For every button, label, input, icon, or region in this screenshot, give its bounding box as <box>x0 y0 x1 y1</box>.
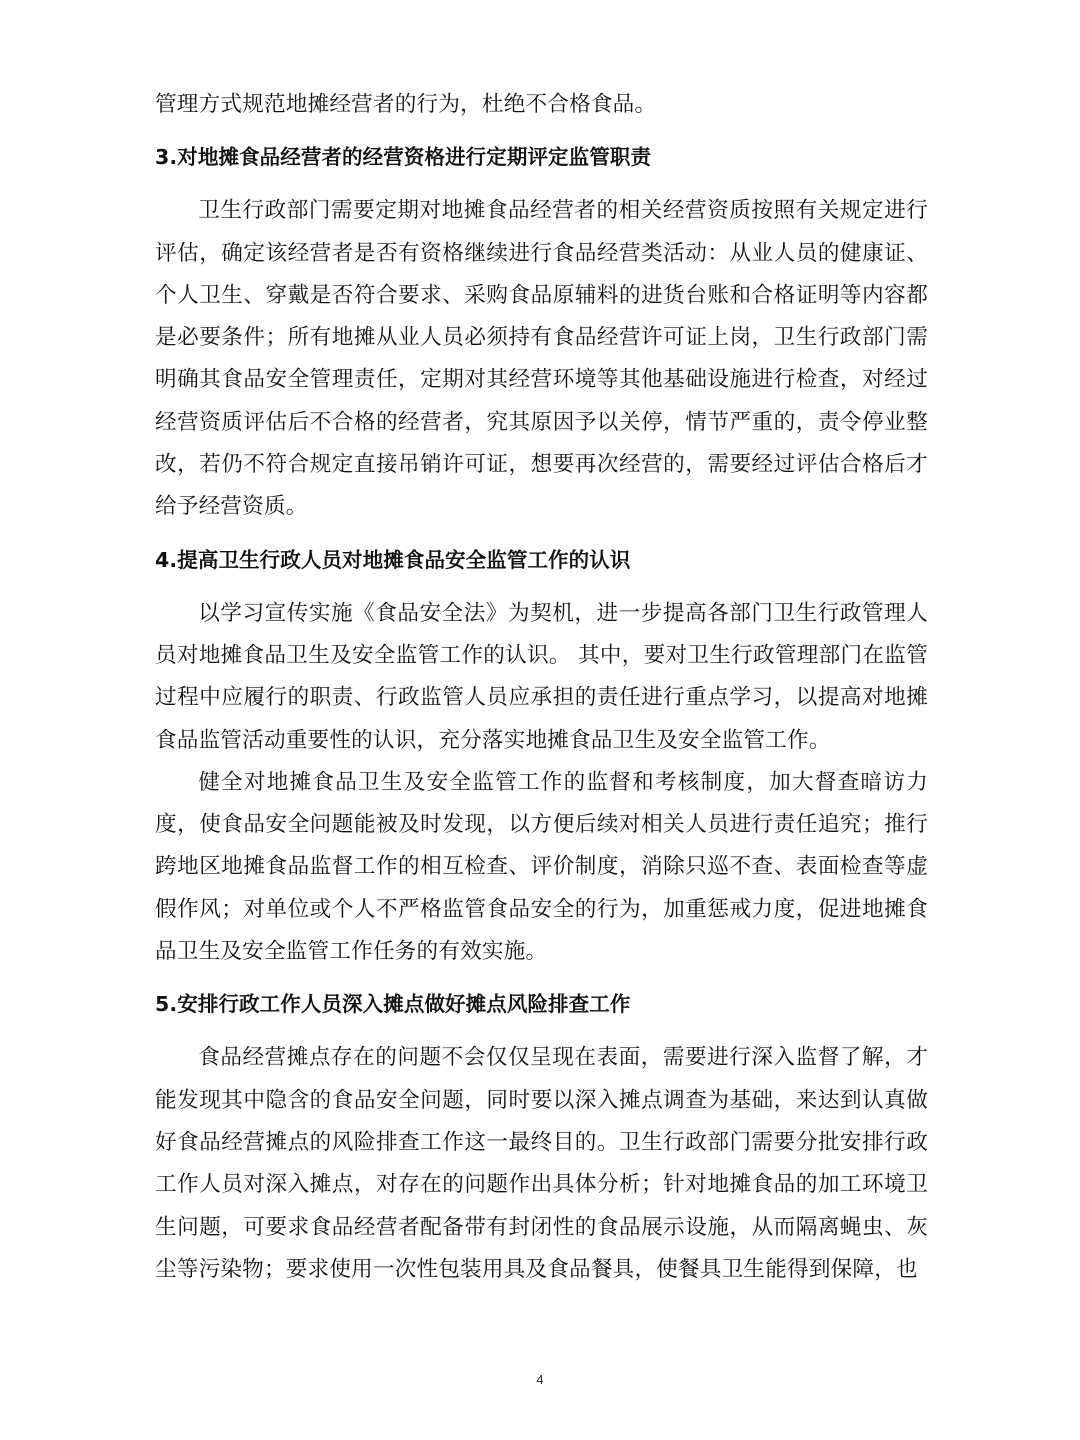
section-5-paragraph-1: 食品经营摊点存在的问题不会仅仅呈现在表面，需要进行深入监督了解，才能发现其中隐含的食品安全问题，同时要以深入摊点调查为基础，来达到认真做好食品经营摊点的风险排查工作这一最终目的。卫生行政部门需要分批安排行政工作人员对深入摊点，对存在的问题作出具体分析；针对地摊食品的加工环境卫生问题，可要求食品经营者配备带有封闭性的食品展示设施，从而隔离蝇虫、灰尘等污染物；要求使用一次性包装用具及食品餐具，使餐具卫生能得到保障，也 <box>155 1045 928 1282</box>
section-4-paragraph-2: 健全对地摊食品卫生及安全监管工作的监督和考核制度，加大督查暗访力度，使食品安全问题能被及时发现，以方便后续对相关人员进行责任追究；推行跨地区地摊食品监督工作的相互检查、评价制度，消除只巡不查、表面检查等虚假作风；对单位或个人不严格监管食品安全的行为，加重惩戒力度，促进地摊食品卫生及安全监管工作任务的有效实施。 <box>155 769 928 965</box>
section-3-heading: 3.对地摊食品经营者的经营资格进行定期评定监管职责 <box>155 145 652 170</box>
page-number: 4 <box>536 1372 544 1387</box>
document-body <box>155 84 928 1291</box>
section-3-paragraph-1: 卫生行政部门需要定期对地摊食品经营者的相关经营资质按照有关规定进行评估，确定该经营者是否有资格继续进行食品经营类活动：从业人员的健康证、个人卫生、穿戴是否符合要求、采购食品原辅料的进货台账和合格证明等内容都是必要条件；所有地摊从业人员必须持有食品经营许可证上岗，卫生行政部门需明确其食品安全管理责任，定期对其经营环境等其他基础设施进行检查，对经过经营资质评估后不合格的经营者，究其原因予以关停，情节严重的，责令停业整改，若仍不符合规定直接吊销许可证，想要再次经营的，需要经过评估合格后才给予经营资质。 <box>155 198 928 520</box>
section-4-heading: 4.提高卫生行政人员对地摊食品安全监管工作的认识 <box>155 547 631 572</box>
intro-paragraph: 管理方式规范地摊经营者的行为，杜绝不合格食品。 <box>155 92 657 117</box>
section-4-paragraph-1: 以学习宣传实施《食品安全法》为契机，进一步提高各部门卫生行政管理人员对地摊食品卫生及安全监管工作的认识。 其中，要对卫生行政管理部门在监管过程中应履行的职责、行政监管人员应承担的责任进行重点学习，以提高对地摊食品监管活动重要性的认识，充分落实地摊食品卫生及安全监管工作。 <box>155 600 928 753</box>
section-5-heading: 5.安排行政工作人员深入摊点做好摊点风险排查工作 <box>155 992 631 1017</box>
